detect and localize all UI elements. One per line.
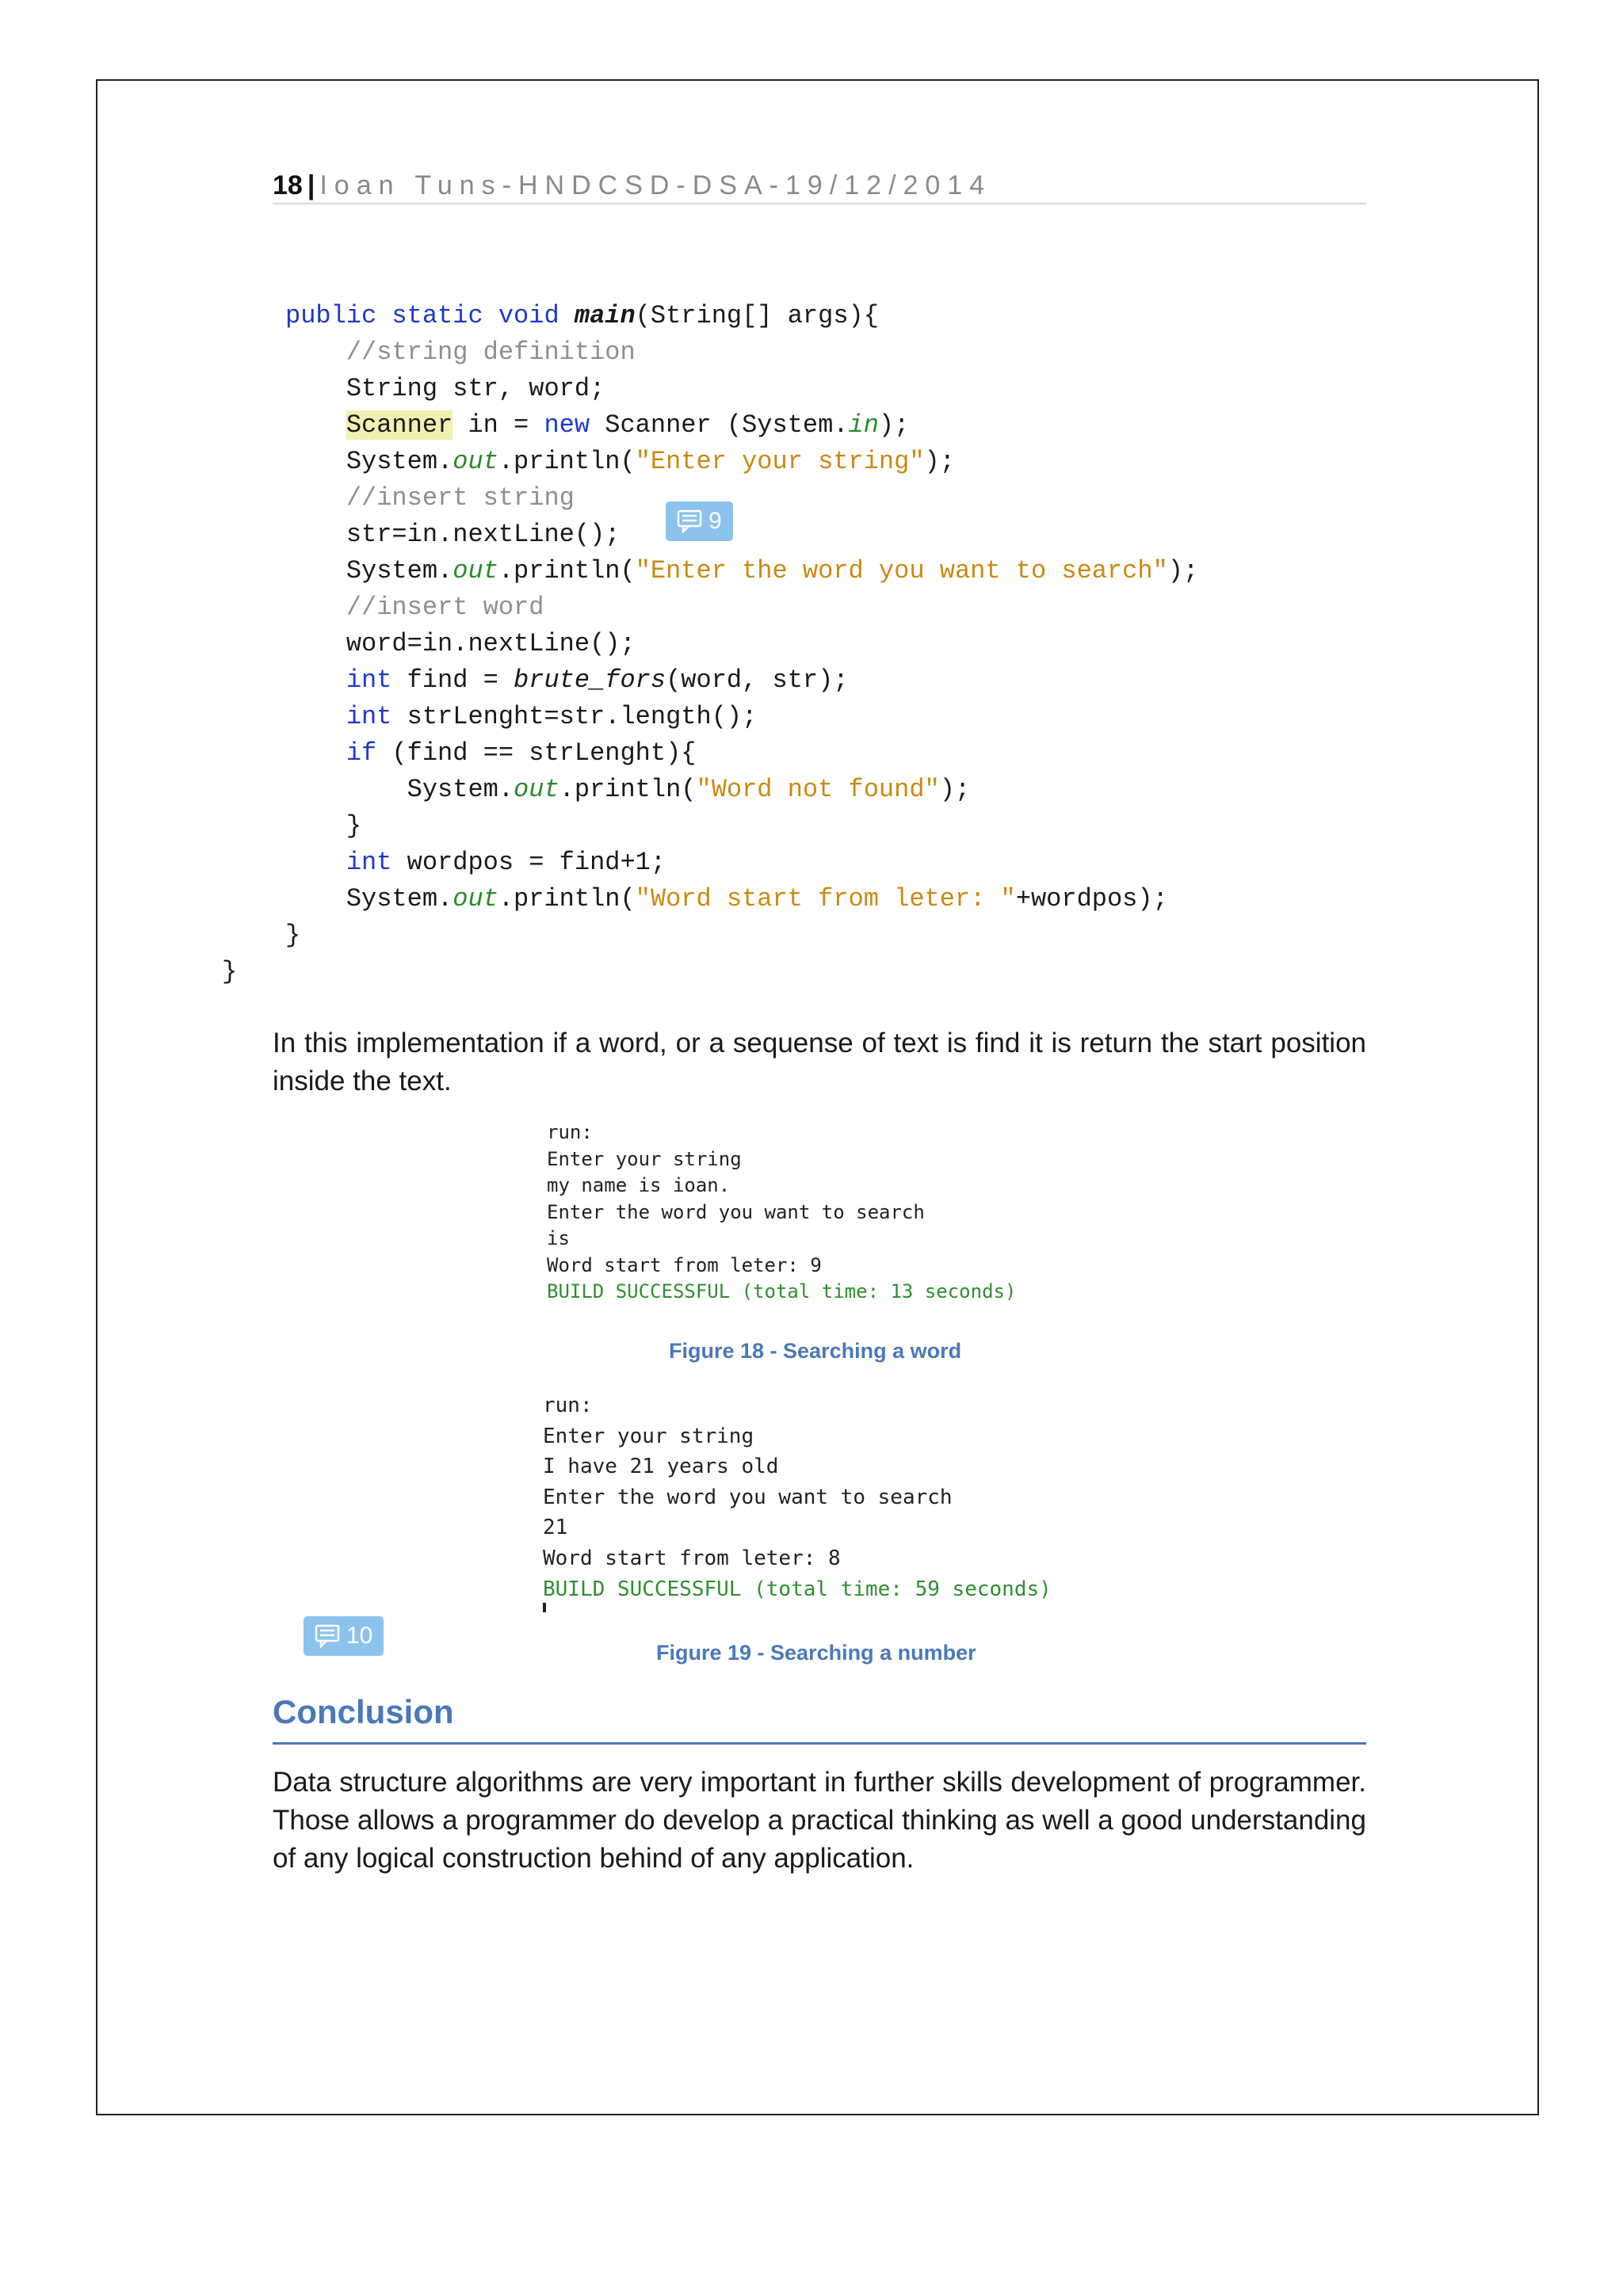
code-keyword: void [498,301,559,330]
code-text: str=in.nextLine(); [346,520,621,549]
code-text: (find == strLenght){ [376,738,697,768]
code-text: .println( [498,884,636,913]
code-text: +wordpos); [1015,884,1168,913]
code-line [285,298,1198,334]
code-line [285,444,1198,480]
console-line: run: [543,1394,593,1417]
code-line [285,517,1198,553]
code-keyword: int [346,848,392,877]
code-text: System. [346,884,453,913]
code-string: "Enter the word you want to search" [635,556,1168,585]
text-cursor [543,1603,546,1612]
code-keyword: new [544,410,590,440]
code-text: (word, str); [666,666,849,695]
code-listing [222,298,1199,990]
header-separator: | [307,170,315,200]
header-author-info: Ioan Tuns-HNDCSD-DSA-19/12/2014 [319,170,992,200]
conclusion-heading: Conclusion [273,1690,1366,1745]
comment-badge[interactable] [666,502,733,541]
code-text: Scanner (System. [590,410,849,440]
code-text: ); [939,775,971,804]
comment-badge[interactable] [304,1616,384,1656]
code-text: ); [1167,556,1199,585]
console-line: Enter your string [543,1424,754,1448]
code-field: out [453,884,498,913]
comment-icon [677,509,702,533]
code-keyword: if [346,738,377,768]
console-build-status: BUILD SUCCESSFUL (total time: 59 seconds) [543,1577,1052,1601]
code-line [285,881,1198,917]
code-method: brute_fors [514,666,666,695]
console-output-2 [543,1390,1052,1604]
code-string: "Enter your string" [635,447,925,476]
code-field: in [848,410,879,440]
code-line [285,699,1198,735]
code-keyword: static [391,301,483,330]
code-keyword: int [346,666,392,695]
code-line [285,589,1198,626]
code-text: ); [924,447,955,476]
console-line: Enter your string [547,1147,742,1170]
page-number: 18 [273,170,303,200]
code-text: in = [453,410,544,440]
code-text: } [285,921,301,950]
code-line [285,735,1198,772]
console-line: is [547,1227,570,1249]
code-line [285,553,1198,589]
code-field: out [514,775,559,804]
code-text: } [346,811,362,841]
console-line: run: [547,1121,593,1143]
paragraph-description: In this implementation if a word, or a sequense of text is find it is return the start position inside the text. [273,1028,1366,1097]
code-highlighted-type: Scanner [346,410,453,440]
console-build-status: BUILD SUCCESSFUL (total time: 13 seconds) [547,1280,1017,1302]
code-line [285,808,1198,845]
code-comment: //string definition [346,338,636,367]
code-field: out [453,447,498,476]
code-text: System. [407,775,514,804]
code-string: "Word start from leter: " [635,884,1016,913]
code-text: find = [391,666,514,695]
code-text: String str, word; [346,374,605,403]
page-header [273,168,1366,204]
code-text: .println( [498,556,636,585]
code-text: strLenght=str.length(); [391,702,758,731]
console-line: Word start from leter: 9 [547,1253,822,1276]
comment-count: 9 [708,508,722,534]
code-text: wordpos = find+1; [391,848,666,877]
code-method: main [574,301,636,330]
code-line [285,917,1198,954]
code-line [285,662,1198,699]
code-text: .println( [498,447,636,476]
code-text: (String[] args){ [635,301,879,330]
console-line: Enter the word you want to search [547,1200,925,1223]
code-comment: //insert string [346,483,575,513]
code-line [285,334,1198,371]
code-line [285,626,1198,662]
console-line: my name is ioan. [547,1174,731,1196]
code-text: } [222,957,238,986]
console-line: 21 [543,1516,568,1540]
code-comment: //insert word [346,593,544,622]
code-string: "Word not found" [696,775,940,804]
code-line [222,954,1198,990]
code-line [285,407,1198,444]
console-output-1 [547,1119,1016,1306]
code-text: .println( [559,775,697,804]
code-line [285,772,1198,808]
code-text: ); [878,410,910,440]
comment-icon [315,1624,340,1648]
code-text: word=in.nextLine(); [346,629,636,658]
code-line [285,480,1198,517]
code-line [285,371,1198,407]
code-field: out [453,556,498,585]
console-line: I have 21 years old [543,1455,779,1479]
code-line [285,845,1198,881]
code-keyword: int [346,702,392,731]
comment-count: 10 [346,1623,373,1649]
code-keyword: public [285,301,377,330]
figure-18-caption: Figure 18 - Searching a word [669,1339,962,1363]
code-text: System. [346,447,453,476]
console-line: Enter the word you want to search [543,1485,953,1509]
code-text: System. [346,556,453,585]
conclusion-text: Data structure algorithms are very important in further skills development of programmer. Those allows a programmer do develop a practical thinking as well a good understanding of any logical construction behind of any application. [273,1767,1366,1874]
console-line: Word start from leter: 8 [543,1546,841,1570]
figure-19-caption: Figure 19 - Searching a number [656,1641,976,1665]
